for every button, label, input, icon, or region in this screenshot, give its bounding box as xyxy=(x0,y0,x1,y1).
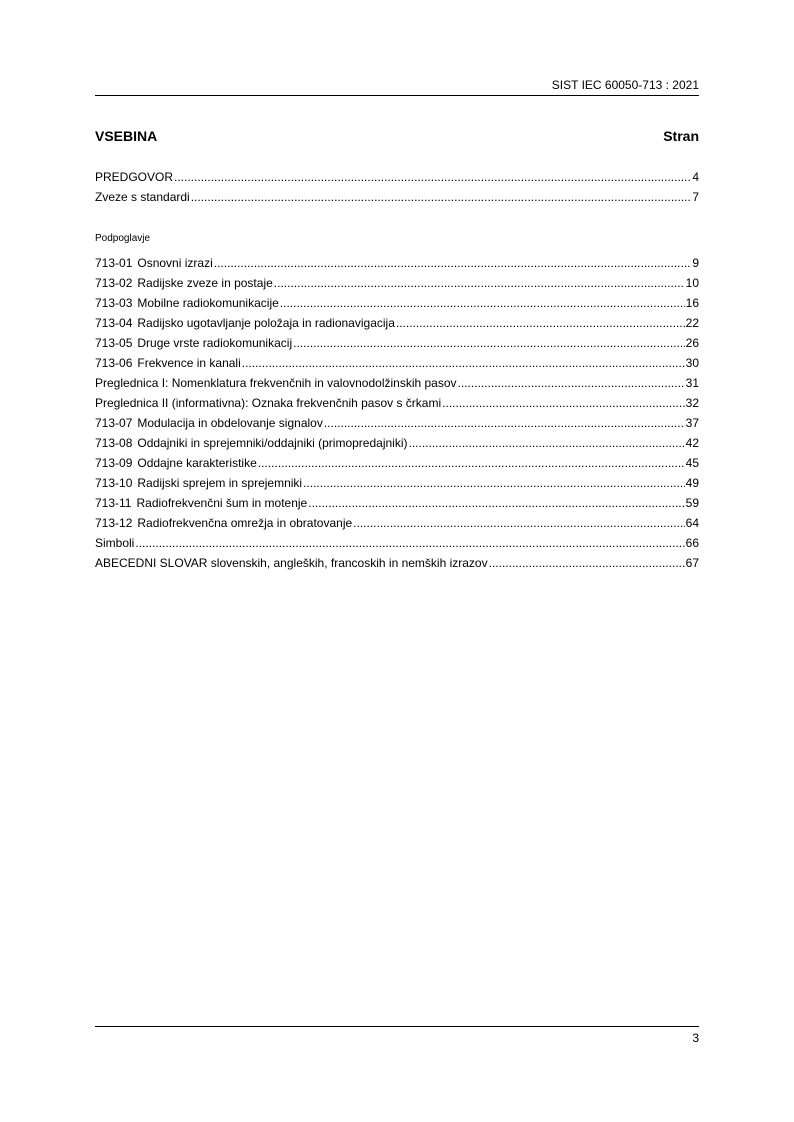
toc-entry-page: 4 xyxy=(692,170,699,184)
toc-entry-text: Mobilne radiokomunikacije xyxy=(137,296,279,310)
toc-entry-page: 67 xyxy=(685,556,699,570)
toc-entry-page: 7 xyxy=(692,190,699,204)
toc-entry-title xyxy=(95,373,457,393)
toc-entry-text: Radijske zveze in postaje xyxy=(137,276,273,290)
toc-entry-text: Radiofrekvenčna omrežja in obratovanje xyxy=(137,516,353,530)
toc-entry-title xyxy=(95,533,134,553)
toc-entry-text: Oddajniki in sprejemniki/oddajniki (primopredajniki) xyxy=(137,436,408,450)
toc-entry-text: Druge vrste radiokomunikacij xyxy=(137,336,293,350)
toc-entry-number: 713-12 xyxy=(95,516,133,530)
toc-entry-title xyxy=(95,293,279,313)
dot-leader xyxy=(303,473,685,493)
toc-entry-number: 713-09 xyxy=(95,456,133,470)
toc-entry-text: Modulacija in obdelovanje signalov xyxy=(137,416,323,430)
toc-entry-page: 32 xyxy=(685,396,699,410)
dot-leader xyxy=(489,553,685,573)
toc-entry-text: Zveze s standardi xyxy=(95,190,190,204)
toc-entry-page: 22 xyxy=(685,316,699,330)
toc-entry-page: 49 xyxy=(685,476,699,490)
toc-entry[interactable] xyxy=(95,393,699,413)
toc-entry-number: 713-05 xyxy=(95,336,133,350)
toc-title-row xyxy=(95,127,699,147)
toc-entry-text: Radijski sprejem in sprejemniki xyxy=(137,476,303,490)
toc-entry-text: Radiofrekvenčni šum in motenje xyxy=(136,496,308,510)
dot-leader xyxy=(214,253,692,273)
toc-entry-page: 30 xyxy=(685,356,699,370)
toc-entry-text: ABECEDNI SLOVAR slovenskih, angleških, francoskih in nemških izrazov xyxy=(95,556,488,570)
toc-entry-page: 42 xyxy=(685,436,699,450)
dot-leader xyxy=(258,453,685,473)
toc-entry-title xyxy=(95,393,441,413)
toc-entry-title xyxy=(95,453,257,473)
toc-entry[interactable] xyxy=(95,313,699,333)
page-footer xyxy=(95,1026,699,1045)
toc-entry-title xyxy=(95,333,292,353)
toc-entry-text: Preglednica I: Nomenklatura frekvenčnih in valovnodolžinskih pasov xyxy=(95,376,457,390)
toc-entry-title xyxy=(95,553,488,573)
toc-entry-number: 713-08 xyxy=(95,436,133,450)
toc-entry-page: 59 xyxy=(685,496,699,510)
toc-entry[interactable] xyxy=(95,253,699,273)
dot-leader xyxy=(324,413,685,433)
toc-entry-number: 713-06 xyxy=(95,356,133,370)
dot-leader xyxy=(191,187,692,207)
toc-entry-title xyxy=(95,433,408,453)
toc-entry-page: 37 xyxy=(685,416,699,430)
toc-entry-title xyxy=(95,167,173,187)
dot-leader xyxy=(396,313,685,333)
toc-subsection-list xyxy=(95,253,699,573)
toc-entry[interactable] xyxy=(95,433,699,453)
toc-entry-title xyxy=(95,493,307,513)
subsection-label: Podpoglavje xyxy=(95,233,151,244)
toc-entry-title xyxy=(95,187,190,207)
toc-entry[interactable] xyxy=(95,273,699,293)
document-id: SIST IEC 60050-713 : 2021 xyxy=(551,78,699,92)
toc-entry[interactable] xyxy=(95,473,699,493)
toc-entry[interactable] xyxy=(95,373,699,393)
toc-entry-page: 66 xyxy=(685,536,699,550)
toc-entry-text: Preglednica II (informativna): Oznaka frekvenčnih pasov s črkami xyxy=(95,396,442,410)
toc-entry[interactable] xyxy=(95,333,699,353)
toc-entry-page: 10 xyxy=(685,276,699,290)
toc-entry[interactable] xyxy=(95,513,699,533)
toc-entry-page: 31 xyxy=(685,376,699,390)
page-number: 3 xyxy=(692,1031,699,1045)
toc-entry-page: 64 xyxy=(685,516,699,530)
dot-leader xyxy=(442,393,684,413)
page-header xyxy=(95,76,699,96)
toc-entry-number: 713-02 xyxy=(95,276,133,290)
toc-entry-text: Oddajne karakteristike xyxy=(137,456,257,470)
toc-entry-number: 713-04 xyxy=(95,316,133,330)
toc-entry-text: PREDGOVOR xyxy=(95,170,174,184)
toc-entry-page: 45 xyxy=(685,456,699,470)
toc-entry-text: Radijsko ugotavljanje položaja in radionavigacija xyxy=(137,316,395,330)
toc-entry[interactable] xyxy=(95,453,699,473)
toc-entry-title xyxy=(95,313,395,333)
toc-entry[interactable] xyxy=(95,413,699,433)
toc-entry[interactable] xyxy=(95,293,699,313)
toc-entry-title xyxy=(95,473,302,493)
toc-entry-number: 713-01 xyxy=(95,256,133,270)
toc-entry-title xyxy=(95,353,241,373)
toc-entry-text: Frekvence in kanali xyxy=(137,356,241,370)
dot-leader xyxy=(308,493,684,513)
dot-leader xyxy=(409,433,685,453)
toc-entry-title xyxy=(95,513,352,533)
dot-leader xyxy=(353,513,684,533)
dot-leader xyxy=(242,353,685,373)
toc-entry-page: 9 xyxy=(692,256,699,270)
dot-leader xyxy=(135,533,684,553)
dot-leader xyxy=(293,333,685,353)
toc-entry-page: 26 xyxy=(685,336,699,350)
toc-entry[interactable] xyxy=(95,187,699,207)
toc-entry[interactable] xyxy=(95,493,699,513)
toc-entry-number: 713-10 xyxy=(95,476,133,490)
toc-entry[interactable] xyxy=(95,353,699,373)
toc-entry-number: 713-11 xyxy=(95,496,132,510)
toc-entry[interactable] xyxy=(95,533,699,553)
dot-leader xyxy=(274,273,685,293)
toc-entry-title xyxy=(95,253,213,273)
dot-leader xyxy=(174,167,691,187)
toc-entry[interactable] xyxy=(95,167,699,187)
page-column-heading: Stran xyxy=(663,128,699,144)
toc-entry-text: Osnovni izrazi xyxy=(137,256,213,270)
dot-leader xyxy=(458,373,685,393)
toc-entry-text: Simboli xyxy=(95,536,135,550)
toc-entry-number: 713-03 xyxy=(95,296,133,310)
toc-main-list xyxy=(95,167,699,207)
toc-heading: VSEBINA xyxy=(95,128,158,144)
toc-entry-title xyxy=(95,273,273,293)
toc-entry[interactable] xyxy=(95,553,699,573)
toc-entry-title xyxy=(95,413,323,433)
toc-entry-page: 16 xyxy=(685,296,699,310)
dot-leader xyxy=(280,293,685,313)
toc-entry-number: 713-07 xyxy=(95,416,133,430)
